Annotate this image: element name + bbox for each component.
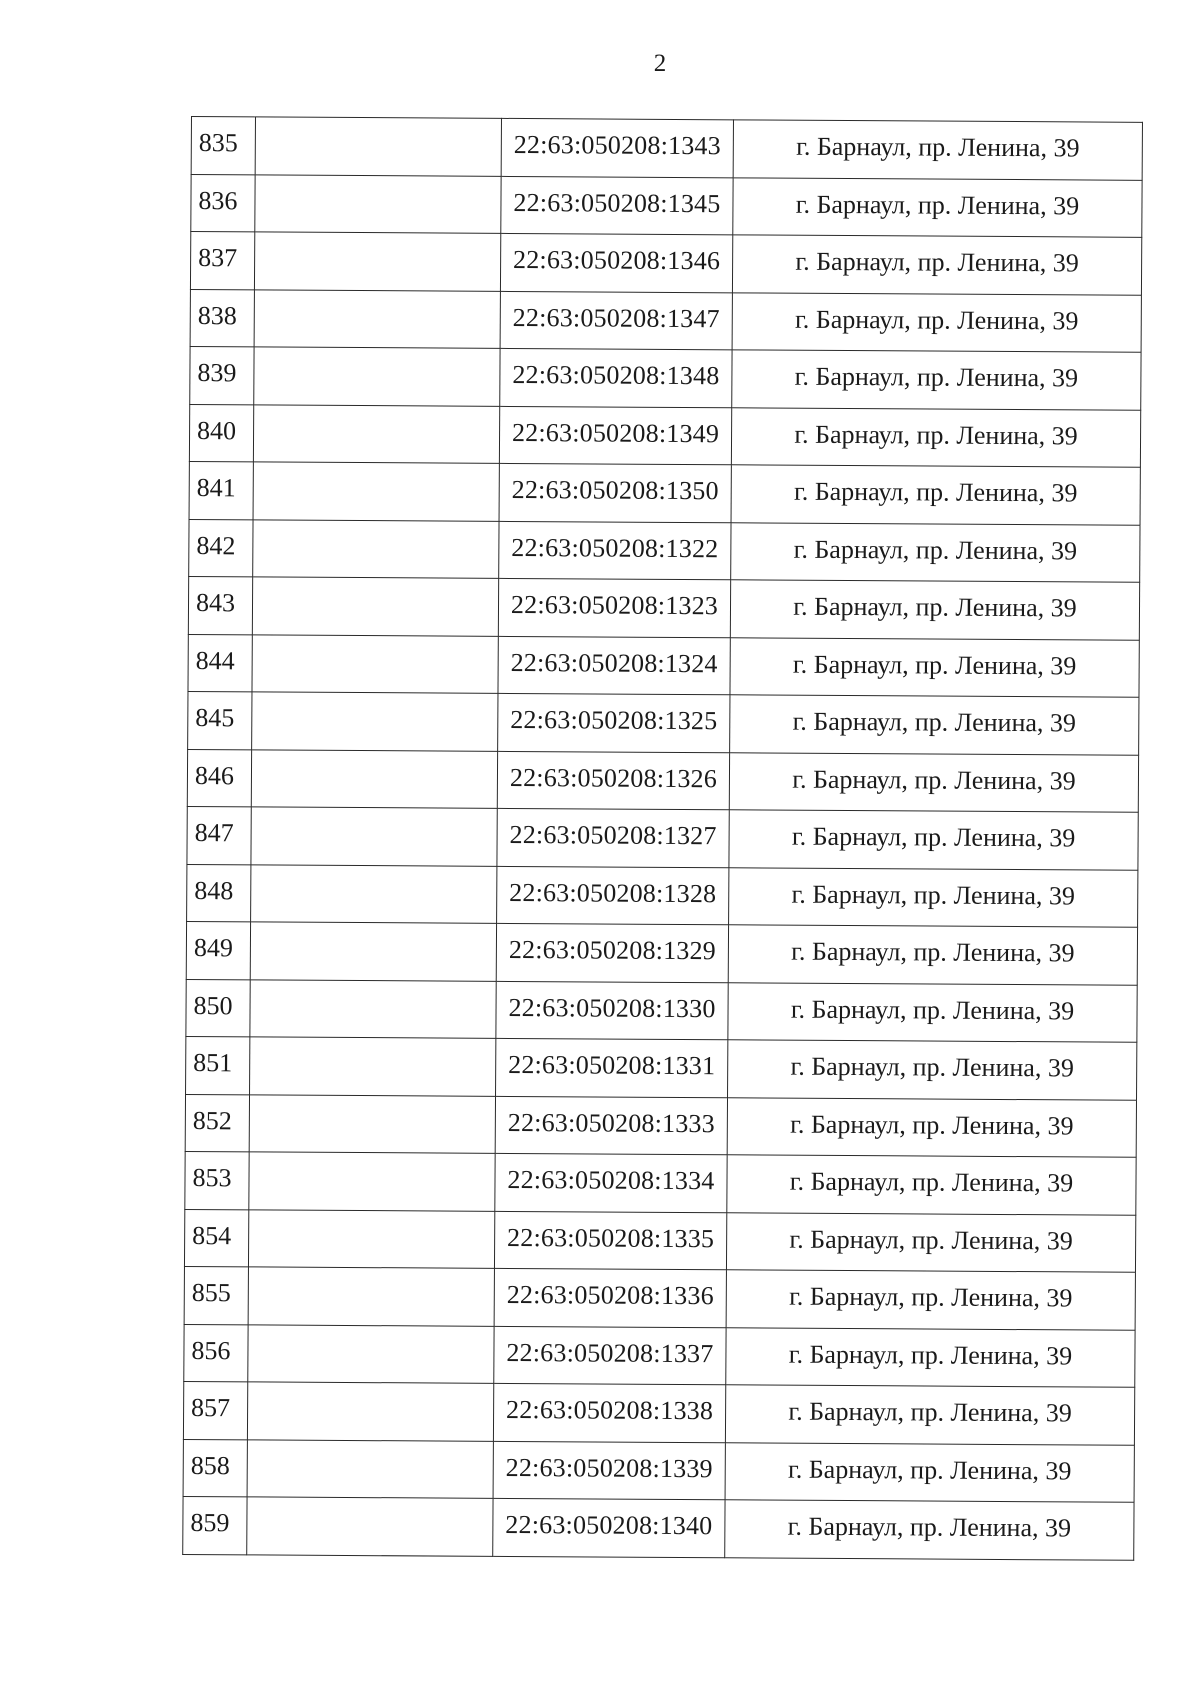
- empty-cell: [250, 979, 496, 1038]
- address-text: г. Барнаул, пр. Ленина, 39: [793, 534, 1078, 566]
- row-number-cell: [189, 404, 253, 462]
- table-row: [189, 519, 1140, 582]
- cadastral-number-cell: [499, 406, 731, 465]
- empty-cell: [251, 807, 497, 866]
- cadastral-number-text: 22:63:050208:1339: [505, 1452, 713, 1483]
- cadastral-number-cell: [497, 808, 729, 867]
- empty-cell: [254, 232, 500, 291]
- row-number-text: 842: [196, 530, 236, 561]
- row-number-cell: [186, 921, 250, 979]
- cadastral-number-text: 22:63:050208:1337: [506, 1337, 714, 1368]
- table-row: [187, 749, 1138, 812]
- address-text: г. Барнаул, пр. Ленина, 39: [788, 1339, 1073, 1371]
- address-text: г. Барнаул, пр. Ленина, 39: [790, 1051, 1074, 1083]
- cadastral-number-text: 22:63:050208:1329: [508, 935, 717, 966]
- address-cell: [731, 465, 1140, 525]
- row-number-text: 847: [194, 818, 234, 848]
- row-number-text: 852: [192, 1105, 232, 1136]
- row-number-cell: [188, 576, 252, 634]
- address-text: г. Барнаул, пр. Ленина, 39: [787, 1454, 1072, 1486]
- address-cell: [729, 752, 1138, 812]
- address-text: г. Барнаул, пр. Ленина, 39: [792, 706, 1077, 738]
- table-row: [184, 1324, 1135, 1387]
- property-table: [182, 116, 1143, 1560]
- cadastral-number-cell: [500, 233, 732, 292]
- empty-cell: [252, 577, 498, 636]
- empty-cell: [250, 922, 496, 981]
- row-number-text: 838: [197, 300, 237, 331]
- row-number-text: 836: [198, 185, 238, 216]
- address-text: г. Барнаул, пр. Ленина, 39: [792, 649, 1077, 681]
- cadastral-number-text: 22:63:050208:1349: [511, 417, 720, 448]
- empty-cell: [250, 1037, 496, 1096]
- cadastral-number-cell: [493, 1441, 725, 1500]
- row-number-text: 845: [195, 703, 235, 733]
- address-cell: [731, 522, 1140, 582]
- cadastral-number-text: 22:63:050208:1346: [512, 245, 721, 276]
- address-text: г. Барнаул, пр. Ленина, 39: [794, 419, 1078, 451]
- cadastral-number-cell: [499, 521, 731, 580]
- empty-cell: [252, 692, 498, 751]
- table-row: [186, 921, 1137, 984]
- row-number-text: 855: [191, 1278, 231, 1308]
- cadastral-number-cell: [497, 866, 729, 925]
- table-row: [186, 1036, 1137, 1099]
- cadastral-number-cell: [496, 981, 728, 1040]
- address-cell: [732, 292, 1141, 352]
- cadastral-number-text: 22:63:050208:1324: [510, 647, 718, 678]
- address-cell: [727, 1155, 1136, 1215]
- row-number-cell: [191, 117, 255, 175]
- cadastral-number-text: 22:63:050208:1338: [505, 1395, 714, 1426]
- row-number-cell: [185, 1094, 249, 1152]
- address-text: г. Барнаул, пр. Ленина, 39: [793, 591, 1077, 623]
- cadastral-number-text: 22:63:050208:1348: [512, 360, 720, 391]
- cadastral-number-text: 22:63:050208:1325: [510, 705, 718, 736]
- cadastral-number-cell: [495, 1153, 727, 1212]
- empty-cell: [249, 1094, 495, 1153]
- cadastral-number-cell: [498, 636, 730, 695]
- empty-cell: [249, 1152, 495, 1211]
- cadastral-number-cell: [501, 118, 733, 177]
- table-row: [183, 1381, 1134, 1444]
- address-text: г. Барнаул, пр. Ленина, 39: [789, 1281, 1073, 1313]
- row-number-text: 841: [196, 473, 236, 503]
- table-row: [188, 634, 1139, 697]
- cadastral-number-text: 22:63:050208:1347: [512, 302, 720, 333]
- table-row: [183, 1496, 1134, 1559]
- empty-cell: [247, 1439, 493, 1498]
- table-row: [184, 1209, 1135, 1272]
- cadastral-number-text: 22:63:050208:1333: [507, 1107, 715, 1138]
- address-cell: [726, 1212, 1135, 1272]
- address-text: г. Барнаул, пр. Ленина, 39: [789, 1224, 1073, 1256]
- row-number-cell: [184, 1324, 248, 1382]
- cadastral-number-text: 22:63:050208:1334: [507, 1165, 715, 1196]
- cadastral-number-cell: [497, 751, 729, 810]
- table-row: [190, 346, 1141, 409]
- row-number-cell: [188, 691, 252, 749]
- row-number-cell: [183, 1439, 247, 1497]
- cadastral-number-cell: [496, 1038, 728, 1097]
- empty-cell: [252, 634, 498, 693]
- row-number-cell: [185, 1151, 249, 1209]
- cadastral-number-cell: [501, 176, 733, 235]
- cadastral-number-cell: [494, 1268, 726, 1327]
- row-number-cell: [187, 749, 251, 807]
- cadastral-number-text: 22:63:050208:1343: [513, 130, 721, 161]
- cadastral-number-text: 22:63:050208:1331: [508, 1050, 716, 1081]
- cadastral-number-cell: [494, 1211, 726, 1270]
- row-number-text: 840: [196, 415, 237, 446]
- address-text: г. Барнаул, пр. Ленина, 39: [791, 821, 1076, 853]
- page-number: 2: [653, 50, 667, 77]
- table-row: [186, 979, 1137, 1042]
- empty-cell: [254, 289, 500, 348]
- row-number-cell: [190, 289, 254, 347]
- address-text: г. Барнаул, пр. Ленина, 39: [792, 764, 1076, 796]
- empty-cell: [251, 864, 497, 923]
- table-row: [183, 1439, 1134, 1502]
- address-cell: [728, 1040, 1137, 1100]
- row-number-cell: [190, 232, 254, 290]
- row-number-cell: [189, 519, 253, 577]
- row-number-text: 857: [191, 1393, 231, 1423]
- address-cell: [733, 177, 1142, 237]
- address-cell: [729, 867, 1138, 927]
- empty-cell: [253, 404, 499, 463]
- row-number-text: 848: [194, 875, 234, 906]
- cadastral-number-cell: [493, 1498, 725, 1557]
- address-text: г. Барнаул, пр. Ленина, 39: [793, 476, 1078, 508]
- address-cell: [728, 982, 1137, 1042]
- cadastral-number-cell: [495, 1096, 727, 1155]
- row-number-cell: [183, 1496, 247, 1554]
- row-number-cell: [190, 346, 254, 404]
- cadastral-number-text: 22:63:050208:1327: [509, 820, 717, 851]
- row-number-cell: [191, 174, 255, 232]
- row-number-cell: [183, 1381, 247, 1439]
- empty-cell: [248, 1209, 494, 1268]
- cadastral-number-cell: [500, 348, 732, 407]
- table-row: [188, 691, 1139, 754]
- row-number-cell: [186, 1036, 250, 1094]
- address-cell: [730, 637, 1139, 697]
- cadastral-number-cell: [496, 923, 728, 982]
- address-text: г. Барнаул, пр. Ленина, 39: [795, 189, 1080, 221]
- row-number-text: 843: [195, 588, 236, 618]
- table-row: [189, 404, 1140, 467]
- address-cell: [732, 350, 1141, 410]
- address-cell: [730, 580, 1139, 640]
- row-number-text: 837: [198, 243, 238, 273]
- cadastral-number-cell: [499, 463, 731, 522]
- row-number-text: 859: [190, 1508, 230, 1538]
- address-cell: [725, 1442, 1134, 1502]
- table-row: [184, 1266, 1135, 1329]
- cadastral-number-text: 22:63:050208:1336: [506, 1280, 714, 1311]
- empty-cell: [253, 519, 499, 578]
- table-row: [187, 864, 1138, 927]
- table-row: [188, 576, 1139, 639]
- row-number-cell: [184, 1209, 248, 1267]
- address-text: г. Барнаул, пр. Ленина, 39: [791, 936, 1075, 968]
- empty-cell: [254, 347, 500, 406]
- address-cell: [725, 1385, 1134, 1445]
- empty-cell: [255, 117, 501, 176]
- row-number-text: 850: [193, 990, 233, 1021]
- empty-cell: [251, 749, 497, 808]
- cadastral-number-cell: [493, 1383, 725, 1442]
- address-text: г. Барнаул, пр. Ленина, 39: [794, 304, 1079, 336]
- cadastral-number-cell: [500, 291, 732, 350]
- address-cell: [730, 695, 1139, 755]
- table-row: [191, 174, 1142, 237]
- address-cell: [725, 1500, 1134, 1560]
- address-text: г. Барнаул, пр. Ленина, 39: [790, 1109, 1074, 1141]
- empty-cell: [253, 462, 499, 521]
- cadastral-number-text: 22:63:050208:1323: [510, 590, 719, 621]
- cadastral-number-text: 22:63:050208:1335: [507, 1222, 715, 1253]
- row-number-text: 854: [192, 1220, 232, 1251]
- table-row: [191, 117, 1142, 180]
- address-text: г. Барнаул, пр. Ленина, 39: [796, 131, 1080, 163]
- cadastral-number-text: 22:63:050208:1326: [509, 762, 718, 793]
- row-number-text: 853: [192, 1163, 232, 1193]
- address-cell: [731, 407, 1140, 467]
- address-text: г. Барнаул, пр. Ленина, 39: [794, 361, 1079, 393]
- row-number-text: 851: [193, 1048, 233, 1078]
- table-row: [190, 289, 1141, 352]
- cadastral-number-text: 22:63:050208:1322: [511, 532, 719, 563]
- row-number-cell: [187, 864, 251, 922]
- empty-cell: [247, 1497, 493, 1556]
- cadastral-number-cell: [494, 1326, 726, 1385]
- address-cell: [728, 925, 1137, 985]
- row-number-cell: [184, 1266, 248, 1324]
- row-number-text: 856: [191, 1335, 231, 1366]
- cadastral-number-cell: [498, 693, 730, 752]
- empty-cell: [255, 174, 501, 233]
- row-number-cell: [187, 806, 251, 864]
- table-row: [190, 232, 1141, 295]
- cadastral-number-text: 22:63:050208:1345: [513, 187, 721, 218]
- address-text: г. Барнаул, пр. Ленина, 39: [789, 1166, 1074, 1198]
- address-text: г. Барнаул, пр. Ленина, 39: [795, 246, 1079, 278]
- address-cell: [726, 1327, 1135, 1387]
- table-row: [187, 806, 1138, 869]
- cadastral-number-text: 22:63:050208:1350: [511, 475, 719, 506]
- cadastral-number-cell: [498, 578, 730, 637]
- address-text: г. Барнаул, пр. Ленина, 39: [790, 994, 1075, 1026]
- empty-cell: [247, 1382, 493, 1441]
- address-cell: [733, 120, 1142, 180]
- row-number-cell: [186, 979, 250, 1037]
- cadastral-number-text: 22:63:050208:1328: [509, 877, 717, 908]
- cadastral-number-text: 22:63:050208:1330: [508, 992, 716, 1023]
- empty-cell: [248, 1324, 494, 1383]
- address-text: г. Барнаул, пр. Ленина, 39: [788, 1396, 1072, 1428]
- row-number-text: 846: [194, 760, 235, 791]
- row-number-text: 839: [197, 358, 237, 388]
- row-number-text: 835: [198, 128, 238, 158]
- address-cell: [726, 1270, 1135, 1330]
- table-row: [185, 1151, 1136, 1214]
- address-text: г. Барнаул, пр. Ленина, 39: [787, 1511, 1072, 1543]
- address-cell: [732, 235, 1141, 295]
- table-row: [185, 1094, 1136, 1157]
- empty-cell: [248, 1267, 494, 1326]
- address-text: г. Барнаул, пр. Ленина, 39: [791, 879, 1076, 911]
- table-body: [183, 117, 1143, 1560]
- row-number-text: 844: [195, 645, 235, 676]
- table-row: [189, 461, 1140, 524]
- address-cell: [727, 1097, 1136, 1157]
- cadastral-number-text: 22:63:050208:1340: [505, 1510, 713, 1541]
- row-number-text: 849: [193, 933, 234, 963]
- row-number-cell: [188, 634, 252, 692]
- address-cell: [729, 810, 1138, 870]
- row-number-text: 858: [190, 1450, 230, 1481]
- row-number-cell: [189, 461, 253, 519]
